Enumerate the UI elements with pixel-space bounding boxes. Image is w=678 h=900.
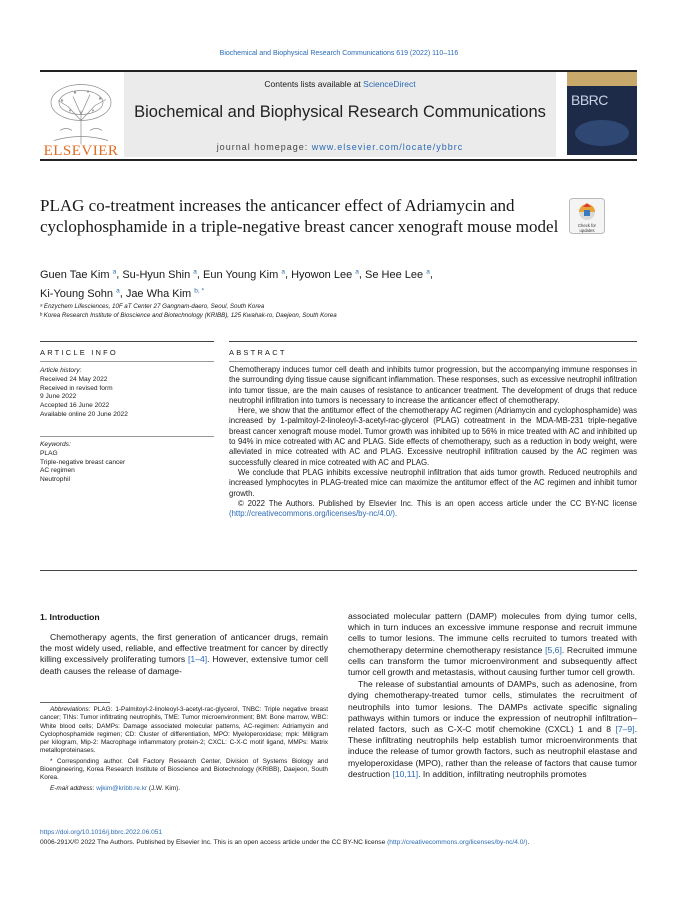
affiliation-b: ᵇ Korea Research Institute of Bioscience and Biotechnology (KRIBB), 125 Kwahak-ro, Daejeon, South Korea (40, 312, 337, 319)
history-label: Article history: (40, 367, 82, 374)
abstract-bottom-rule (40, 570, 637, 571)
keywords-block (40, 441, 214, 485)
article-info-rule (40, 341, 214, 342)
article-info-rule-2 (40, 361, 214, 362)
email-footnote: E-mail address: wjkim@kribb.re.kr (J.W. Kim). (50, 784, 181, 792)
footer-license-link[interactable]: (http://creativecommons.org/licenses/by-nc/4.0/) (387, 839, 528, 846)
corresponding-footnote: * Corresponding author. Cell Factory Research Center, Division of Systems Biology and Bioengineering, Korea Research Institute of Bioscience and Biotechnology (KRIBB), Daejeon, South Korea. (40, 757, 328, 782)
abstract-paragraph: We conclude that PLAG inhibits excessive neutrophil infiltration that aids tumor growth. Reduced neutrophils and increased lymphocytes in PLAG-treated mice can maximize the antitumor effect of the AC regimen and inhibit tumor growth. (229, 467, 637, 498)
keyword: AC regimen (40, 467, 75, 475)
reference-link[interactable]: [5,6] (545, 644, 562, 655)
crossmark-button[interactable] (569, 198, 605, 234)
footnote-rule (40, 702, 110, 703)
abstract-heading: ABSTRACT (229, 348, 287, 357)
history-item: Accepted 16 June 2022 (40, 402, 110, 410)
homepage-link[interactable]: www.elsevier.com/locate/ybbrc (311, 142, 464, 152)
reference-link[interactable]: [7–9] (615, 724, 635, 735)
author[interactable]: Eun Young Kim $^a$ (203, 268, 285, 281)
abbreviations-footnote: Abbreviations: PLAG: 1-Palmitoyl-2-linoleoyl-3-acetyl-rac-glycerol, TNBC: Triple negative breast cancer; TINs: Tumor infiltrating neutrophils, TME: Tumor microenvironment; BM: Bone marrow, WBC: White blood cells; DAMPs: Damage associated molecular patterns, AC-regimen: Adriamycin and Cyclophosphamide regimen; CD: Cluster of differentiation, MPO: Myeloperoxidase; mpk: Milligram per kilogram, Mip-2: Macrophage inflammatory protein-2; CXCL: C-X-C motif ligand, MMPs: Matrix metalloproteinases. (40, 706, 328, 755)
cover-title: BBRC (571, 92, 608, 108)
intro-right-column (348, 611, 637, 780)
issn-line: 0006-291X/© 2022 The Authors. Published by Elsevier Inc. This is an open access article under the CC BY-NC license (http://creativecommons.org/licenses/by-nc/4.0/). (40, 839, 530, 846)
history-item: Available online 20 June 2022 (40, 410, 128, 418)
header-bottom-rule (40, 159, 637, 161)
contents-line (124, 79, 556, 89)
abstract-rule-2 (229, 361, 637, 362)
license-link[interactable]: (http://creativecommons.org/licenses/by-nc/4.0/). (229, 509, 398, 519)
keyword: PLAG (40, 449, 58, 457)
journal-citation: Biochemical and Biophysical Research Communications 619 (2022) 110–116 (219, 50, 459, 57)
author[interactable]: Guen Tae Kim $^a$ (40, 268, 117, 281)
abstract-paragraph: Here, we show that the antitumor effect of the chemotherapy AC regimen (Adriamycin and cyclophosphamide) was increased by 1-palmitoyl-2-linoleoyl-3-acetyl-rac-glycerol (PLAG) cotreatment in the MDA-MB-231 triple-negative breast cancer xenograft mouse model. Tumor growth was inhibited up to 56% in mice treated with AC and inhibited up to 94% in mice cotreated with AC and PLAG. Side effects of chemotherapy, such as a reduction in body weight, were alleviated in mice cotreated with AC and PLAG. Excessive neutrophil infiltration caused by the AC regimen was successfully cleared in mice cotreated with AC and PLAG. (229, 406, 637, 467)
journal-homepage (124, 142, 556, 152)
sciencedirect-link[interactable]: ScienceDirect (363, 79, 416, 89)
keyword: Triple-negative breast cancer (40, 458, 126, 466)
intro-paragraph: Chemotherapy agents, the first generation of anticancer drugs, remain the most widely used, reliable, and effective treatment for cancer by directly killing excessively proliferating tumors [1–4]. However, extensive tumor cell death causes the release of damage- (40, 632, 328, 676)
intro-paragraph: associated molecular pattern (DAMP) molecules from dying tumor cells, which in turn induces an excessive immune response and recruit immune cells to tumor lesions. The immune cells recruited to tumors treated with chemotherapy determine chemotherapy resistance [5,6]. Recruited immune cells can transform the tumor microenvironment and subsequently affect tumor cell growth and metastasis, without causing further tumor cell growth. (348, 611, 637, 678)
intro-paragraph: The release of substantial amounts of DAMPs, such as adenosine, from dying chemotherapy-treated tumor cells, stimulates the recruitment of neutrophils into tumor lesions. The DAMPs activate specific signaling pathways within tumors or induce the expression of neutrophil infiltration–related factors, such as C-X-C motif chemokine (CXCL) 1 and 8 [7–9]. These infiltrating neutrophils help establish tumor microenvironments that induce the release of tumor growth factors, such as neutrophil elastase and myeloperoxidase (MPO), rather than the release of factors that cause tumor destruction [10,11]. In addition, infiltrating neutrophils promotes (348, 679, 637, 779)
doi-link[interactable]: https://doi.org/10.1016/j.bbrc.2022.06.051 (40, 829, 163, 836)
author[interactable]: Ki-Young Sohn $^a$ (40, 287, 120, 300)
email-link[interactable]: wjkim@kribb.re.kr (96, 784, 148, 792)
intro-left-column (40, 632, 328, 677)
history-item: Received 24 May 2022 (40, 375, 108, 383)
journal-cover-image (567, 72, 637, 155)
affiliation-a: ᵃ Enzychem Lifesciences, 10F aT Center 27 Gangnam-daero, Seoul, South Korea (40, 303, 265, 310)
journal-title: Biochemical and Biophysical Research Communications (134, 103, 546, 121)
footnotes (40, 706, 328, 795)
elsevier-wordmark: ELSEVIER (43, 143, 119, 159)
crossmark-label: Check for updates (578, 223, 596, 233)
author-list: Guen Tae Kim $^a$, Su-Hyun Shin $^a$, Eun Young Kim $^a$, Hyowon Lee $^a$, Se Hee Lee $^a$, Ki-Young Sohn $^a$, Jae Wha Kim $^{b, *}$ (40, 268, 433, 300)
intro-heading: 1. Introduction (40, 612, 100, 622)
keywords-label: Keywords: (40, 441, 71, 448)
reference-link[interactable]: [10,11] (392, 768, 419, 779)
keyword: Neutrophil (40, 476, 71, 484)
abstract-rule (229, 341, 637, 342)
reference-link[interactable]: [1–4] (188, 654, 208, 665)
author[interactable]: Hyowon Lee $^a$ (291, 268, 359, 281)
article-history (40, 367, 214, 420)
article-title: PLAG co-treatment increases the anticancer effect of Adriamycin and cyclophosphamide in a triple-negative breast cancer xenograft mouse model (40, 196, 559, 236)
contents-prefix: Contents lists available at (264, 79, 364, 89)
abstract-license: © 2022 The Authors. Published by Elsevier Inc. This is an open access article under the CC BY-NC license (http://creativecommons.org/licenses/by-nc/4.0/). (229, 498, 637, 519)
abstract-body (229, 365, 637, 519)
homepage-prefix: journal homepage: (216, 142, 312, 152)
article-info-heading: ARTICLE INFO (40, 348, 118, 357)
author[interactable]: Jae Wha Kim $^{b, *}$ (125, 287, 205, 300)
history-item: 9 June 2022 (40, 393, 77, 401)
abstract-paragraph: Chemotherapy induces tumor cell death and inhibits tumor progression, but the accompanying immune responses in the surrounding dying tissue cause significant inflammation. These responses, such as excessive neutrophil infiltration into tumor tissue, are the main causes of resistance to anticancer treatment. The development of drugs that reduce neutrophil infiltration into tumors is necessary to increase the anticancer effect of chemotherapy. (229, 365, 637, 405)
author[interactable]: Su-Hyun Shin $^a$ (122, 268, 197, 281)
keywords-rule (40, 436, 214, 437)
author[interactable]: Se Hee Lee $^a$ (365, 268, 430, 281)
history-item: Received in revised form (40, 384, 113, 392)
